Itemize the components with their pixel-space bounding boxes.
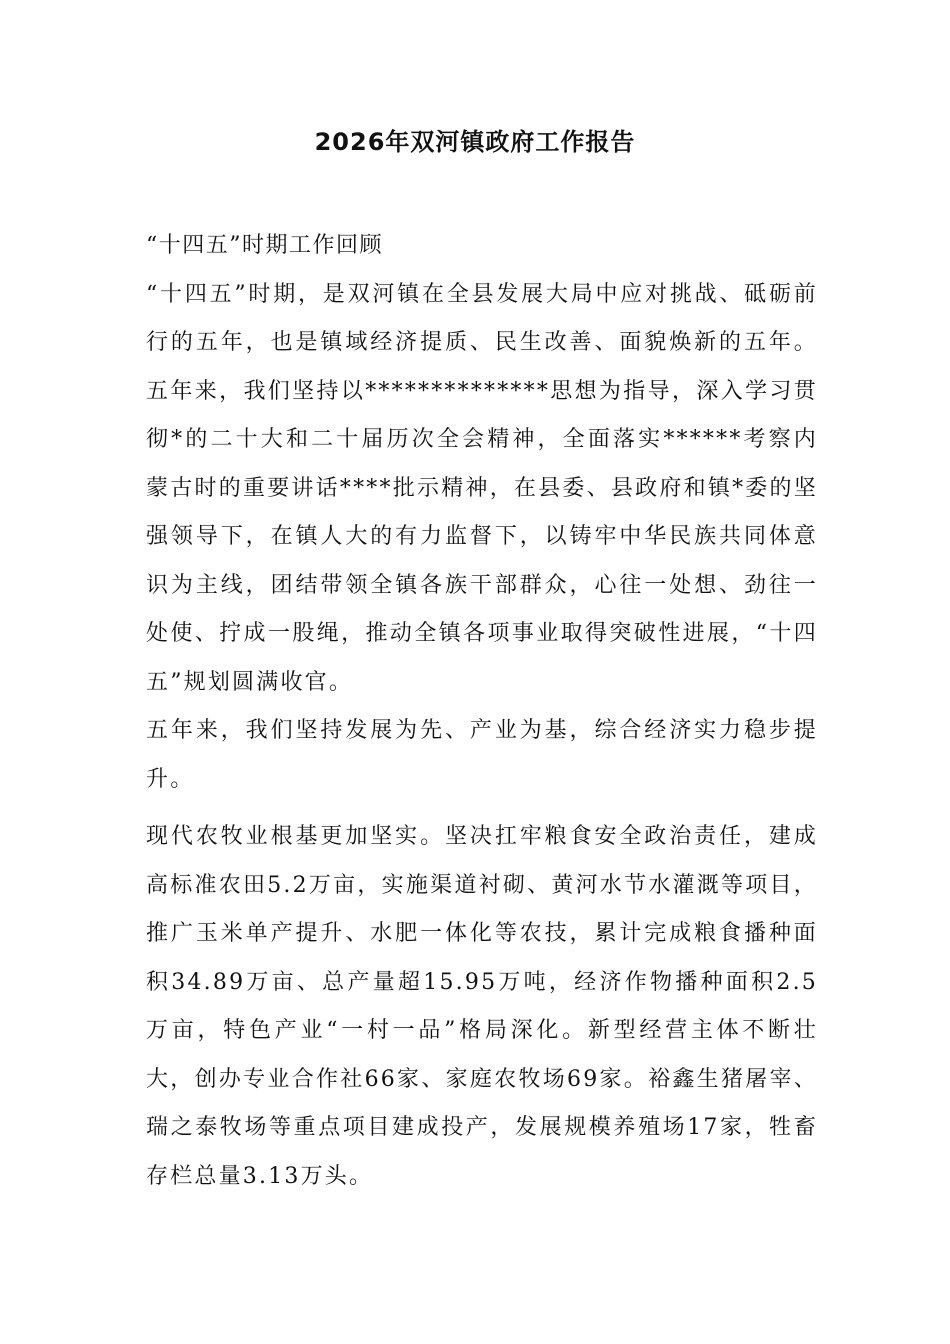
section-heading: “十四五”时期工作回顾 (146, 233, 383, 258)
paragraph-modern-agriculture: 现代农牧业根基更加坚实。坚决扛牢粮食安全政治责任，建成高标准农田5.2万亩，实施渠道衬砌、黄河水节水灌溉等项目，推广玉米单产提升、水肥一体化等农技，累计完成粮食播种面积34.89万亩、总产量超15.95万吨，经济作物播种面积2.5万亩，特色产业“一村一品”格局深化。新型经营主体不断壮大，创办专业合作社66家、家庭农牧场69家。裕鑫生猪屠宰、瑞之泰牧场等重点项目建成投产，发展规模养殖场17家，牲畜存栏总量3.13万头。 (146, 824, 818, 1189)
document-title: 2026年双河镇政府工作报告 (314, 128, 636, 156)
paragraph-economic-strength: 五年来，我们坚持发展为先、产业为基，综合经济实力稳步提升。 (146, 718, 818, 792)
document-body (146, 222, 818, 1201)
paragraph-review-overview: “十四五”时期，是双河镇在全县发展大局中应对挑战、砥砺前行的五年，也是镇域经济提质、民生改善、面貌焕新的五年。五年来，我们坚持以**************思想为指导，深入学习贯彻*的二十大和二十届历次全会精神，全面落实******考察内蒙古时的重要讲话****批示精神，在县委、县政府和镇*委的坚强领导下，在镇人大的有力监督下，以铸牢中华民族共同体意识为主线，团结带领全镇各族干部群众，心往一处想、劲往一处使、拧成一股绳，推动全镇各项事业取得突破性进展，“十四五”规划圆满收官。 (146, 281, 818, 695)
